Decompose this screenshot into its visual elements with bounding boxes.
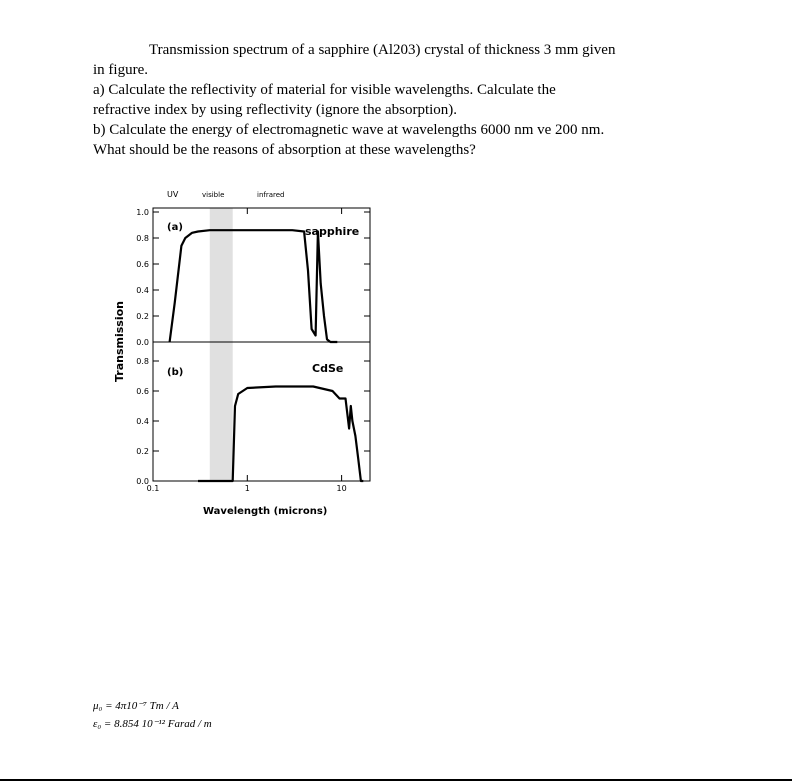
eps0-constant: ε₀ = 8.854 10⁻¹² Farad / m bbox=[93, 718, 212, 730]
y-axis-label: Transmission bbox=[113, 300, 126, 382]
x-tick-label: 10 bbox=[336, 484, 347, 493]
y-tick-label: 0.8 bbox=[136, 234, 149, 243]
page-bottom-rule bbox=[0, 779, 792, 781]
y-tick-label: 0.4 bbox=[136, 417, 149, 426]
question-line-1: Transmission spectrum of a sapphire (Al203) crystal of thickness 3 mm given bbox=[149, 42, 616, 58]
x-tick-label: 1 bbox=[244, 484, 250, 493]
y-tick-label: 0.0 bbox=[136, 338, 149, 347]
panel-b-name: CdSe bbox=[312, 362, 344, 375]
y-tick-label: 0.4 bbox=[136, 286, 149, 295]
question-line-2: in figure. bbox=[93, 62, 148, 78]
part-a-line-1: a) Calculate the reflectivity of material for visible wavelengths. Calculate the bbox=[93, 82, 556, 98]
sapphire-curve bbox=[170, 230, 338, 342]
constants bbox=[93, 697, 212, 733]
visible-band bbox=[210, 208, 233, 481]
transmission-figure bbox=[105, 182, 395, 526]
x-tick-label: 0.1 bbox=[146, 484, 160, 493]
mu0-constant: μ₀ = 4π10⁻⁷ Tm / A bbox=[93, 700, 179, 712]
part-b-line-1: b) Calculate the energy of electromagnetic wave at wavelengths 6000 nm ve 200 nm. bbox=[93, 122, 605, 138]
y-tick-label: 0.6 bbox=[136, 260, 149, 269]
y-tick-label: 0.8 bbox=[136, 357, 149, 366]
region-infrared-label: infrared bbox=[257, 191, 285, 199]
y-tick-label: 0.2 bbox=[136, 447, 149, 456]
region-visible-label: visible bbox=[202, 191, 225, 199]
panel-b-label: (b) bbox=[167, 367, 184, 378]
part-b-line-2: What should be the reasons of absorption at these wavelengths? bbox=[93, 142, 476, 158]
y-tick-label: 1.0 bbox=[136, 208, 149, 217]
transmission-chart bbox=[105, 182, 395, 522]
y-tick-label: 0.6 bbox=[136, 387, 149, 396]
panel-a-label: (a) bbox=[167, 222, 183, 233]
part-a-line-2: refractive index by using reflectivity (ignore the absorption). bbox=[93, 102, 458, 118]
region-uv-label: UV bbox=[167, 190, 179, 199]
y-tick-label: 0.0 bbox=[136, 477, 149, 486]
question-text bbox=[93, 40, 733, 160]
x-axis-label: Wavelength (microns) bbox=[203, 506, 328, 517]
y-tick-label: 0.2 bbox=[136, 312, 149, 321]
panel-a-name: sapphire bbox=[305, 225, 360, 238]
